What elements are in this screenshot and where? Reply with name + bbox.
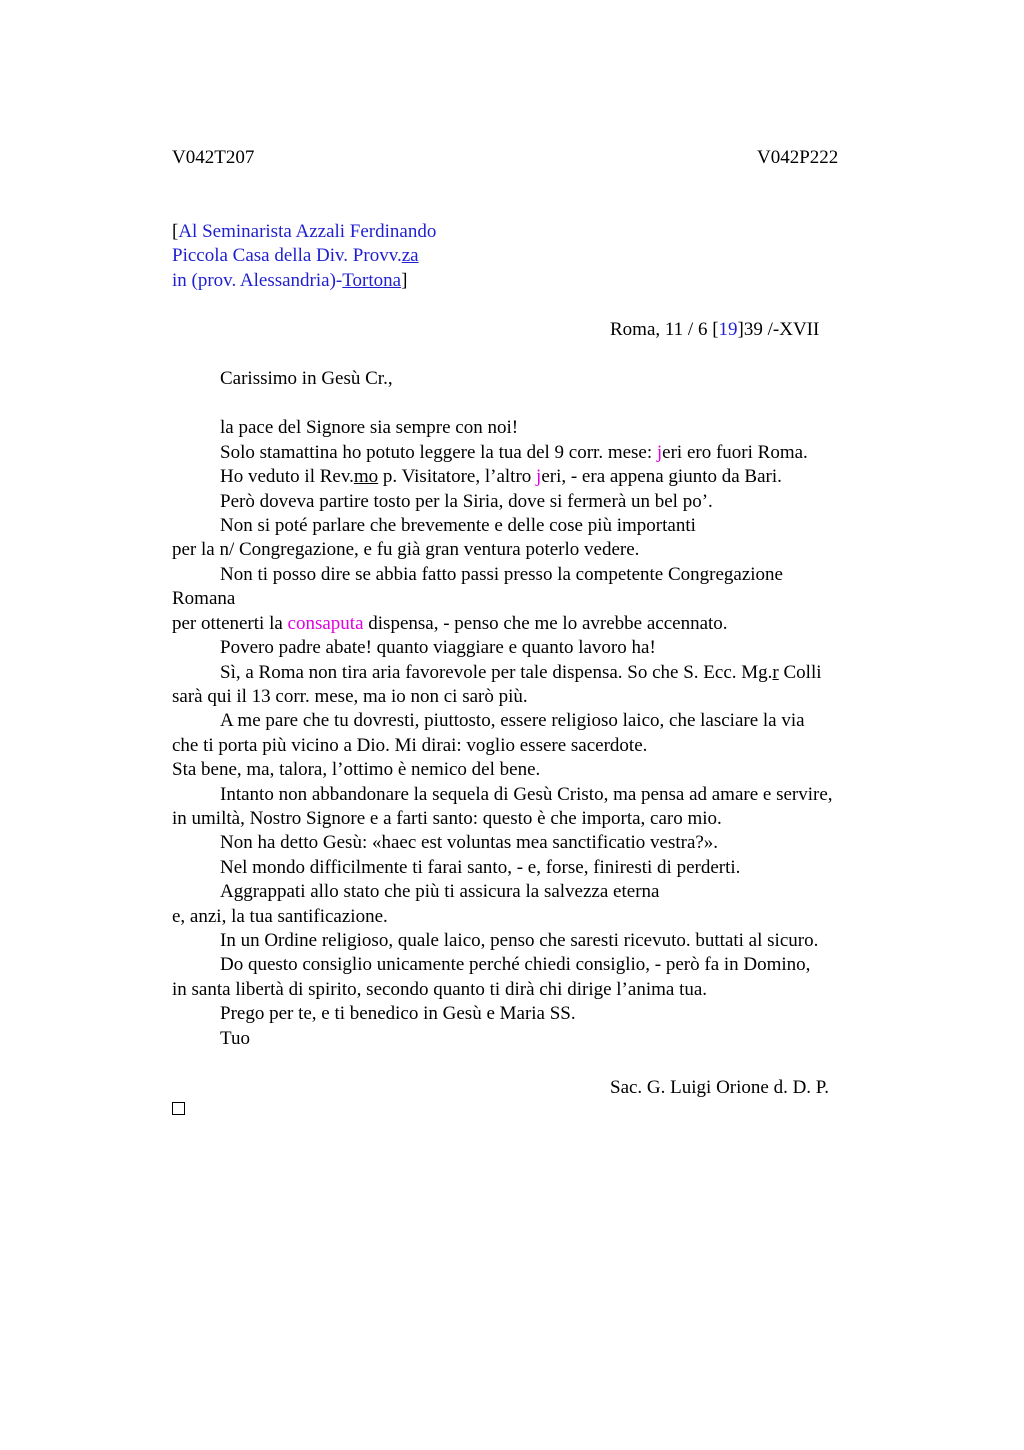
body-line: Prego per te, e ti benedico in Gesù e Maria SS.	[220, 1003, 576, 1024]
header-right-code: V042P222	[757, 147, 839, 168]
body-line: Sta bene, ma, talora, l’ottimo è nemico del bene.	[172, 759, 541, 780]
body-line: Intanto non abbandonare la sequela di Gesù Cristo, ma pensa ad amare e servire,	[220, 784, 833, 805]
address-line-1	[172, 221, 436, 243]
empty-square-icon	[172, 1102, 185, 1115]
text-span: Solo stamattina ho potuto leggere la tua del 9 corr. mese:	[220, 442, 657, 463]
body-line: sarà qui il 13 corr. mese, ma io non ci sarò più.	[172, 686, 528, 707]
body-line: Non ha detto Gesù: «haec est voluntas mea sanctificatio vestra?».	[220, 832, 719, 853]
abbrev-suffix: mo	[353, 466, 379, 487]
body-line: Però doveva partire tosto per la Siria, dove si fermerà un bel po’.	[220, 491, 713, 512]
signature: Sac. G. Luigi Orione d. D. P.	[610, 1077, 830, 1098]
text-span: dispensa, - penso che me lo avrebbe accennato.	[363, 613, 728, 634]
text-span: per ottenerti la	[172, 613, 288, 634]
letter-date	[610, 319, 819, 341]
body-line	[220, 442, 808, 464]
date-century: 19	[718, 319, 738, 340]
text-span: Ho veduto il Rev.	[220, 466, 354, 487]
body-line: in santa libertà di spirito, secondo quanto ti dirà chi dirige l’anima tua.	[172, 979, 708, 1000]
body-line	[172, 613, 728, 635]
address-city: Tortona	[342, 270, 402, 291]
highlight-word: consaputa	[287, 613, 364, 634]
body-line: In un Ordine religioso, quale laico, penso che saresti ricevuto. buttati al sicuro.	[220, 930, 819, 951]
body-line	[220, 662, 822, 684]
date-part-1: Roma, 11 / 6 [	[610, 319, 719, 340]
body-line: che ti porta più vicino a Dio. Mi dirai: voglio essere sacerdote.	[172, 735, 648, 756]
highlight-letter: j	[656, 442, 663, 463]
body-line: Non ti posso dire se abbia fatto passi presso la competente Congregazione	[220, 564, 783, 585]
text-span: p. Visitatore, l’altro	[378, 466, 537, 487]
text-span: eri, - era appena giunto da Bari.	[541, 466, 782, 487]
address-line-3	[172, 270, 407, 292]
highlight-letter: j	[536, 466, 542, 487]
body-line: Non si poté parlare che brevemente e delle cose più importanti	[220, 515, 696, 536]
address-line-2	[172, 245, 419, 267]
body-line: Do questo consiglio unicamente perché chiedi consiglio, - però fa in Domino,	[220, 954, 811, 975]
text-span: eri ero fuori Roma.	[662, 442, 808, 463]
body-line: Nel mondo difficilmente ti farai santo, - e, forse, finiresti di perderti.	[220, 857, 741, 878]
open-bracket: [	[172, 221, 179, 242]
text-span: Sì, a Roma non tira aria favorevole per tale dispensa. So che S. Ecc. Mg.	[220, 662, 773, 683]
address-province: in (prov. Alessandria)-	[172, 270, 343, 291]
body-line: Povero padre abate! quanto viaggiare e quanto lavoro ha!	[220, 637, 656, 658]
header-left-code: V042T207	[172, 147, 255, 168]
salutation: Carissimo in Gesù Cr.,	[220, 368, 393, 389]
abbrev-suffix: r	[772, 662, 779, 683]
body-line	[220, 466, 782, 488]
body-line: in umiltà, Nostro Signore e a farti santo: questo è che importa, caro mio.	[172, 808, 722, 829]
body-line: la pace del Signore sia sempre con noi!	[220, 417, 519, 438]
body-line: e, anzi, la tua santificazione.	[172, 906, 388, 927]
address-institution: Piccola Casa della Div. Provv.	[172, 245, 402, 266]
body-line: A me pare che tu dovresti, piuttosto, essere religioso laico, che lasciare la via	[220, 710, 805, 731]
body-line: Aggrappati allo stato che più ti assicura la salvezza eterna	[220, 881, 660, 902]
body-line: Romana	[172, 588, 236, 609]
address-abbrev-suffix: za	[401, 245, 419, 266]
date-part-2: ]39 /-XVII	[737, 319, 820, 340]
addressee-name: Al Seminarista Azzali Ferdinando	[178, 221, 437, 242]
body-line: Tuo	[220, 1028, 250, 1049]
close-bracket: ]	[401, 270, 408, 291]
body-line: per la n/ Congregazione, e fu già gran ventura poterlo vedere.	[172, 539, 640, 560]
text-span: Colli	[778, 662, 822, 683]
